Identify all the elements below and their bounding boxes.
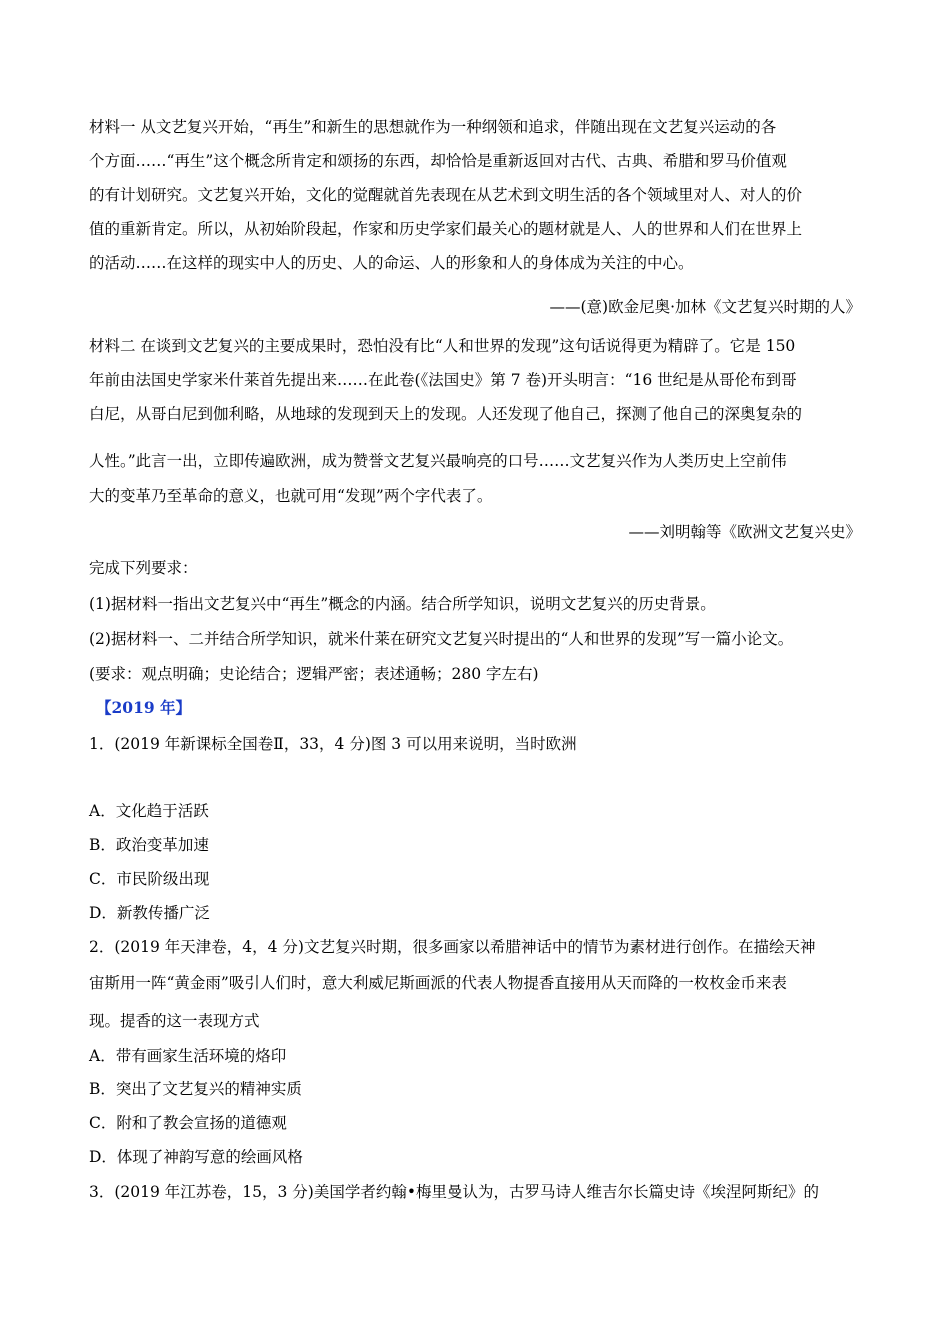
question3-stem: 3．(2019 年江苏卷，15，3 分)美国学者约翰•梅里曼认为，古罗马诗人维吉尔长篇史诗《埃涅阿斯纪》的 — [89, 1183, 819, 1201]
question1-option-a: A．文化趋于活跃 — [89, 802, 209, 820]
question1-option-c: C．市民阶级出现 — [89, 870, 210, 888]
material1-line-3: 的有计划研究。文艺复兴开始，文化的觉醒就首先表现在从艺术到文明生活的各个领域里对人、对人的价 — [89, 186, 803, 204]
material1-line-5: 的活动……在这样的现实中人的历史、人的命运、人的形象和人的身体成为关注的中心。 — [89, 254, 694, 272]
material2-source: ——刘明翰等《欧洲文艺复兴史》 — [628, 523, 861, 541]
material1-line-2: 个方面……“再生”这个概念所肯定和颂扬的东西，却恰恰是重新返回对古代、古典、希腊和罗马价值观 — [89, 152, 787, 170]
question1-stem: 1．(2019 年新课标全国卷Ⅱ，33，4 分)图 3 可以用来说明，当时欧洲 — [89, 735, 577, 753]
question2-option-b: B．突出了文艺复兴的精神实质 — [89, 1080, 302, 1098]
material1-line-4: 值的重新肯定。所以，从初始阶段起，作家和历史学家们最关心的题材就是人、人的世界和人们在世界上 — [89, 220, 803, 238]
question2-option-d: D．体现了神韵写意的绘画风格 — [89, 1148, 303, 1166]
question1-option-b: B．政治变革加速 — [89, 836, 209, 854]
question1-option-d: D．新教传播广泛 — [89, 904, 210, 922]
question2-option-a: A．带有画家生活环境的烙印 — [89, 1047, 287, 1065]
material2-line-1: 材料二 在谈到文艺复兴的主要成果时，恐怕没有比“人和世界的发现”这句话说得更为精辟了。它是 150 — [89, 337, 796, 355]
question2-stem-line-2: 宙斯用一阵“黄金雨”吸引人们时，意大利威尼斯画派的代表人物提香直接用从天而降的一枚枚金币来表 — [89, 974, 787, 992]
year-heading: 【2019 年】 — [96, 698, 192, 717]
material2-line-2: 年前由法国史学家米什莱首先提出来……在此卷(《法国史》第 7 卷)开头明言：“16 世纪是从哥伦布到哥 — [89, 371, 797, 389]
task-requirements: (要求：观点明确；史论结合；逻辑严密；表述通畅；280 字左右) — [89, 665, 539, 683]
question2-stem-line-3: 现。提香的这一表现方式 — [89, 1012, 260, 1030]
material1-source: ——(意)欧金尼奥·加林《文艺复兴时期的人》 — [549, 298, 861, 316]
task-question-2: (2)据材料一、二并结合所学知识，就米什莱在研究文艺复兴时提出的“人和世界的发现”写一篇小论文。 — [89, 630, 794, 648]
material2-line-4: 人性。”此言一出，立即传遍欧洲，成为赞誉文艺复兴最响亮的口号……文艺复兴作为人类历史上空前伟 — [89, 452, 787, 470]
question2-stem-line-1: 2．(2019 年天津卷，4，4 分)文艺复兴时期，很多画家以希腊神话中的情节为素材进行创作。在描绘天神 — [89, 938, 816, 956]
material1-line-1: 材料一 从文艺复兴开始，“再生”和新生的思想就作为一种纲领和追求，伴随出现在文艺复兴运动的各 — [89, 118, 777, 136]
task-intro: 完成下列要求： — [89, 559, 198, 577]
question2-option-c: C．附和了教会宣扬的道德观 — [89, 1114, 287, 1132]
material2-line-5: 大的变革乃至革命的意义，也就可用“发现”两个字代表了。 — [89, 487, 493, 505]
task-question-1: (1)据材料一指出文艺复兴中“再生”概念的内涵。结合所学知识，说明文艺复兴的历史背景。 — [89, 595, 716, 613]
material2-line-3: 白尼，从哥白尼到伽利略，从地球的发现到天上的发现。人还发现了他自己，探测了他自己的深奥复杂的 — [89, 405, 803, 423]
